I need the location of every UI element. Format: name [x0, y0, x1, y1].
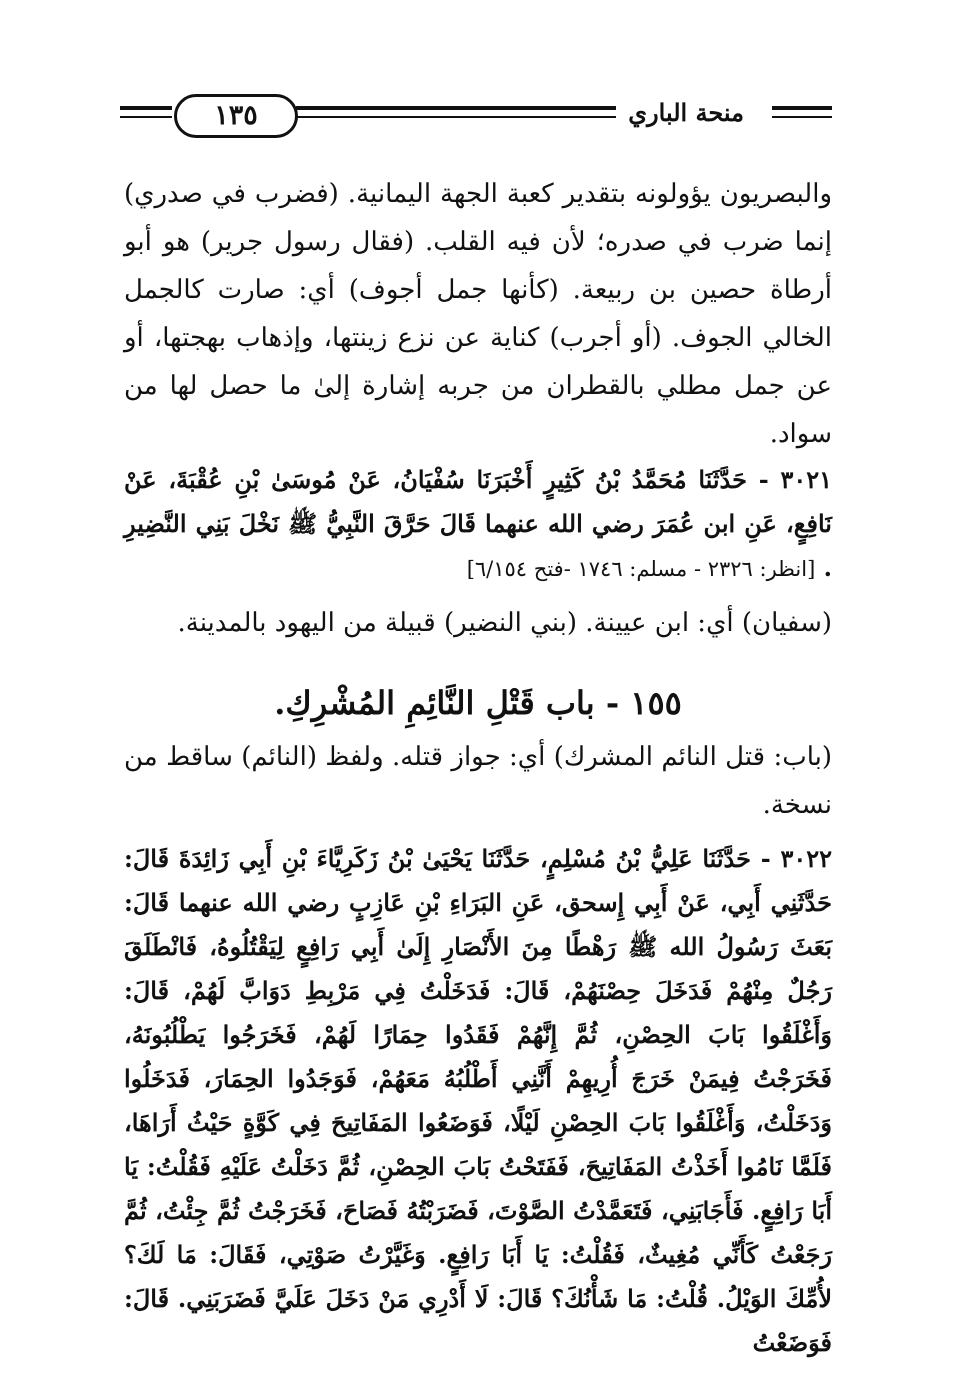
- page-header: [120, 92, 832, 142]
- commentary-paragraph-2: (سفيان) أي: ابن عيينة. (بني النضير) قبيلة من اليهود بالمدينة.: [177, 608, 832, 638]
- header-rule-middle-top: [296, 106, 616, 110]
- hadith-3021-text: ٣٠٢١ - حَدَّثَنَا مُحَمَّدُ بْنُ كَثِيرٍ أَخْبَرَنَا سُفْيَانُ، عَنْ مُوسَىٰ بْنِ عُقْبَةَ، عَنْ نَافِعٍ، عَنِ ابن عُمَرَ رضي الله عنهما قَالَ حَرَّقَ النَّبِيُّ ﷺ نَخْلَ بَنِي النَّضِيرِ .: [124, 465, 832, 582]
- commentary-paragraph-3: (باب: قتل النائم المشرك) أي: جواز قتله. ولفظ (النائم) ساقط من نسخة.: [124, 742, 832, 820]
- hadith-3021: [124, 458, 832, 591]
- header-rule-left-bottom: [120, 116, 172, 118]
- header-rule-left-top: [120, 106, 172, 110]
- commentary-paragraph-1: والبصريون يؤولونه بتقدير كعبة الجهة اليمانية. (فضرب في صدري) إنما ضرب في صدره؛ لأن فيه القلب. (فقال رسول جرير) هو أبو أرطاة حصين بن ربيعة. (كأنها جمل أجوف) أي: صارت كالجمل الخالي الجوف. (أو أجرب) كناية عن نزع زينتها، وإذهاب بهجتها، أو عن جمل مطلي بالقطران من جربه إشارة إلىٰ ما حصل لها من سواد.: [124, 179, 832, 449]
- hadith-3021-reference: [انظر: ٢٣٢٦ - مسلم: ١٧٤٦ -فتح ٦/١٥٤]: [466, 557, 816, 581]
- book-title: منحة الباري: [628, 98, 744, 127]
- page-content: [124, 170, 832, 1365]
- hadith-3022: ٣٠٢٢ - حَدَّثَنَا عَلِيُّ بْنُ مُسْلِمٍ، حَدَّثَنَا يَحْيَىٰ بْنُ زَكَرِيَّاءَ بْنِ أَبِي زَائِدَةَ قَالَ: حَدَّثَنِي أَبِي، عَنْ أَبِي إِسحق، عَنِ البَرَاءِ بْنِ عَازِبٍ رضي الله عنهما قَالَ: بَعَثَ رَسُولُ الله ﷺ رَهْطًا مِنَ الأَنْصَارِ إِلَىٰ أَبِي رَافِعٍ لِيَقْتُلُوهُ، فَانْطَلَقَ رَجُلٌ مِنْهُمْ فَدَخَلَ حِصْنَهُمْ، قَالَ: فَدَخَلْتُ فِي مَرْبِطِ دَوَابَّ لَهُمْ، قَالَ: وَأَغْلَقُوا بَابَ الحِصْنِ، ثُمَّ إِنَّهُمْ فَقَدُوا حِمَارًا لَهُمْ، فَخَرَجُوا يَطْلُبُونَهُ، فَخَرَجْتُ فِيمَنْ خَرَجَ أُرِيهِمْ أَنَّنِي أَطْلُبُهُ مَعَهُمْ، فَوَجَدُوا الحِمَارَ، فَدَخَلُوا وَدَخَلْتُ، وَأَغْلَقُوا بَابَ الحِصْنِ لَيْلًا، فَوَضَعُوا المَفَاتِيحَ فِي كَوَّةٍ حَيْثُ أَرَاهَا، فَلَمَّا نَامُوا أَخَذْتُ المَفَاتِيحَ، فَفَتَحْتُ بَابَ الحِصْنِ، ثُمَّ دَخَلْتُ عَلَيْهِ فَقُلْتُ: يَا أَبَا رَافِعٍ. فَأَجَابَنِي، فَتَعَمَّدْتُ الصَّوْتَ، فَضَرَبْتُهُ فَصَاحَ، فَخَرَجْتُ ثُمَّ جِئْتُ، ثُمَّ رَجَعْتُ كَأَنِّي مُغِيثٌ، فَقُلْتُ: يَا أَبَا رَافِعٍ. وَغَيَّرْتُ صَوْتِي، فَقَالَ: مَا لَكَ؟ لأُمِّكَ الوَيْلُ. قُلْتُ: مَا شَأْنُكَ؟ قَالَ: لَا أَدْرِي مَنْ دَخَلَ عَلَيَّ فَضَرَبَنِي. قَالَ: فَوَضَعْتُ: [124, 844, 832, 1357]
- header-rule-right-top: [772, 106, 832, 110]
- header-rule-middle-bottom: [296, 116, 616, 118]
- chapter-heading: ١٥٥ - باب قَتْلِ النَّائِمِ المُشْرِكِ.: [274, 684, 682, 722]
- page-number: ١٣٥: [174, 94, 298, 138]
- header-rule-right-bottom: [772, 116, 832, 118]
